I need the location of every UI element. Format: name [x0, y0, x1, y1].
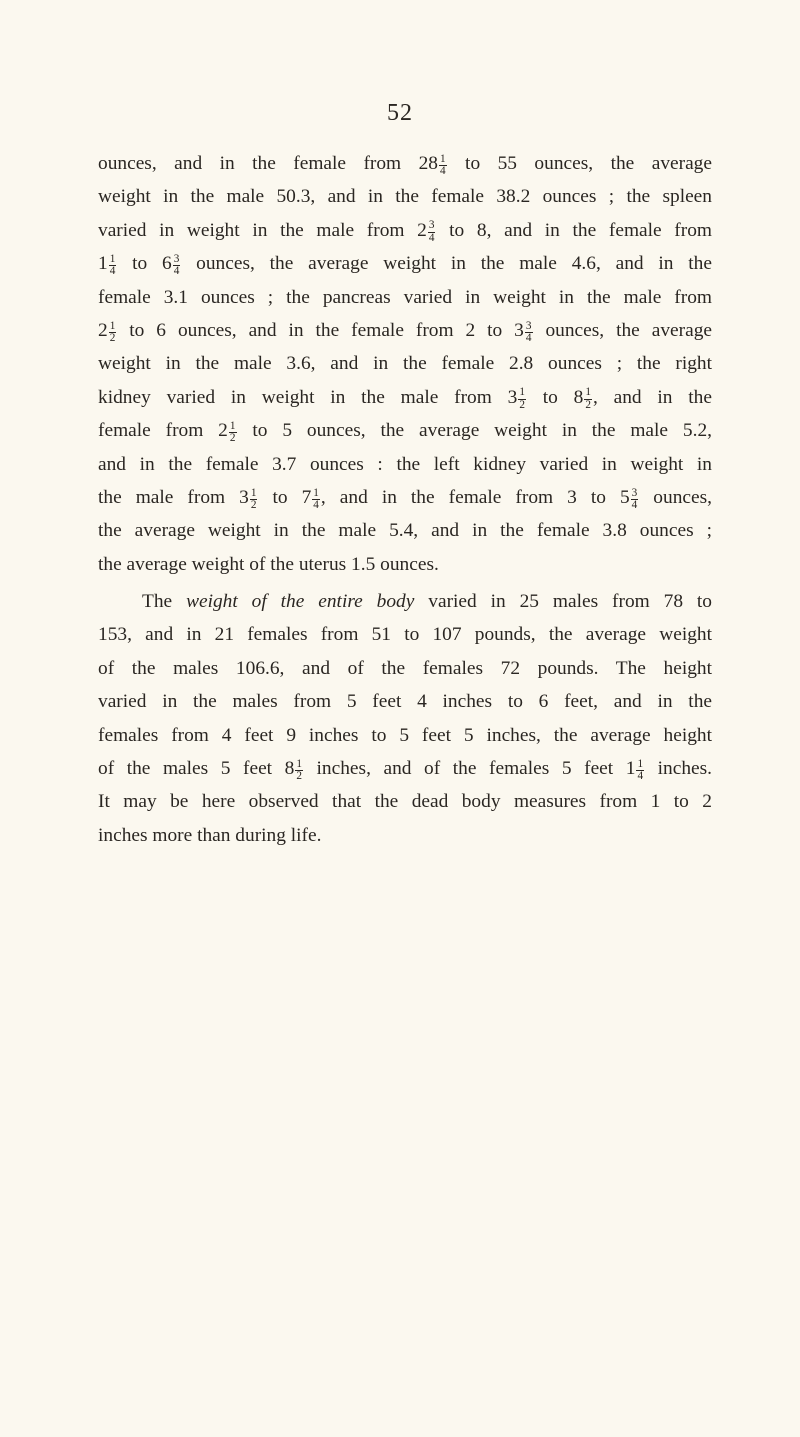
text-line: ounces, and in the female from 28 $\frac{1}{4}$ to 55 ounces, the average	[98, 152, 712, 178]
fraction: $\frac{1}{2}$	[519, 386, 525, 411]
text-line: 2 $\frac{1}{2}$ to 6 ounces, and in the female from 2 to 3 $\frac{3}{4}$ ounces, the average	[98, 319, 712, 345]
text-line: It may be here observed that the dead body measures from 1 to 2	[98, 791, 712, 813]
text-line: kidney varied in weight in the male from 3 $\frac{1}{2}$ to 8 $\frac{1}{2}$ , and in the	[98, 386, 712, 411]
italic-phrase: weight of the entire body	[186, 591, 415, 612]
page-number: 52	[387, 100, 413, 126]
fraction: $\frac{3}{4}$	[173, 252, 180, 278]
text-line: and in the female 3.7 ounces : the left kidney varied in weight in	[98, 453, 712, 475]
text-line: varied in weight in the male from 2 $\frac{3}{4}$ to 8, and in the female from	[98, 219, 712, 244]
fraction: $\frac{3}{4}$	[631, 486, 638, 512]
text-line: weight in the male 50.3, and in the female 38.2 ounces ; the spleen	[98, 186, 712, 208]
fraction: $\frac{3}{4}$	[525, 319, 532, 345]
fraction: $\frac{1}{4}$	[637, 757, 644, 783]
fraction: $\frac{1}{2}$	[229, 419, 236, 445]
fraction: $\frac{1}{4}$	[109, 252, 116, 278]
fraction: $\frac{1}{2}$	[250, 486, 257, 512]
text-line: of the males 106.6, and of the females 72 pounds. The height	[98, 657, 712, 679]
text-line: varied in the males from 5 feet 4 inches to 6 feet, and in the	[98, 691, 712, 713]
text-line: female 3.1 ounces ; the pancreas varied in weight in the male from	[98, 286, 712, 308]
fraction: $\frac{1}{2}$	[585, 386, 591, 411]
text-line: female from 2 $\frac{1}{2}$ to 5 ounces, the average weight in the male 5.2,	[98, 419, 712, 445]
text-line: the average weight in the male 5.4, and in the female 3.8 ounces ;	[98, 520, 712, 542]
text-line: 1 $\frac{1}{4}$ to 6 $\frac{3}{4}$ ounces, the average weight in the male 4.6, and in the	[98, 252, 712, 278]
fraction: $\frac{1}{2}$	[109, 319, 116, 345]
text-line: the average weight of the uterus 1.5 ounces.	[98, 553, 439, 575]
fraction: $\frac{1}{2}$	[296, 757, 302, 783]
text-line: females from 4 feet 9 inches to 5 feet 5 inches, the average height	[98, 724, 712, 746]
text-line: of the males 5 feet 8 $\frac{1}{2}$ inches, and of the females 5 feet 1 $\frac{1}{4}$ inches.	[98, 757, 713, 783]
paragraph-organ-weights	[98, 147, 712, 581]
fraction: $\frac{1}{4}$	[439, 152, 446, 178]
paragraph-body-weight	[98, 585, 712, 852]
text-line: 153, and in 21 females from 51 to 107 pounds, the average weight	[98, 624, 712, 646]
text-line: The weight of the entire body varied in 25 males from 78 to	[142, 591, 713, 612]
fraction: $\frac{3}{4}$	[428, 219, 435, 244]
text-line: inches more than during life.	[98, 824, 322, 846]
fraction: $\frac{1}{4}$	[313, 486, 319, 512]
text-line: the male from 3 $\frac{1}{2}$ to 7 $\frac{1}{4}$ , and in the female from 3 to 5 $\frac{3}{4}$ ounces,	[98, 486, 712, 512]
text-line: weight in the male 3.6, and in the female 2.8 ounces ; the right	[98, 353, 712, 375]
